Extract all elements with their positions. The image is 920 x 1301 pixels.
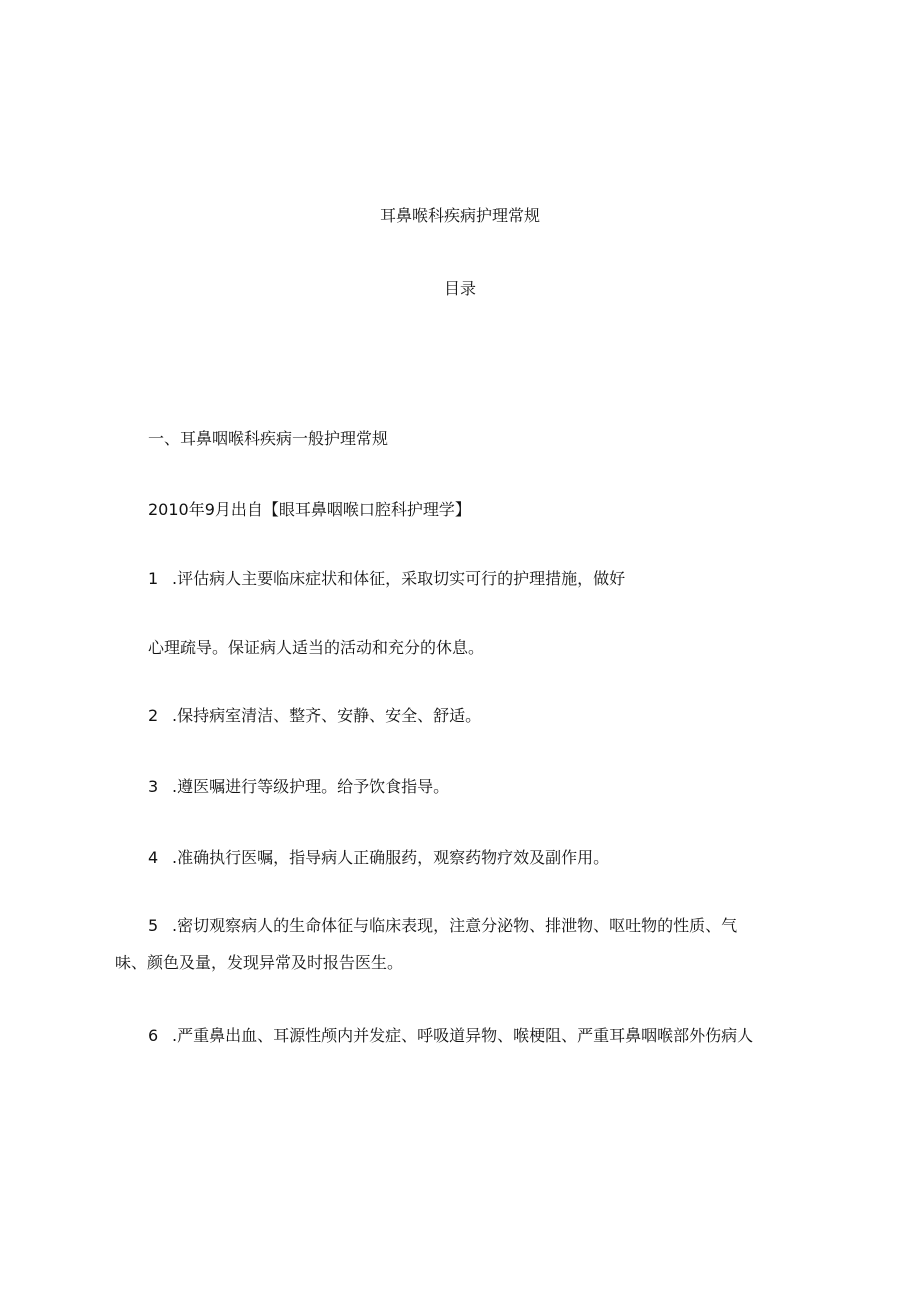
list-item-number: 5 xyxy=(148,916,159,935)
list-item-continuation: 心理疏导。保证病人适当的活动和充分的休息。 xyxy=(148,638,485,657)
list-item-text: .遵医嘱进行等级护理。给予饮食指导。 xyxy=(172,777,450,796)
list-item-number: 2 xyxy=(148,706,159,725)
list-item-text: .严重鼻出血、耳源性颅内并发症、呼吸道异物、喉梗阻、严重耳鼻咽喉部外伤病人 xyxy=(172,1026,754,1045)
list-item xyxy=(148,708,481,724)
list-item xyxy=(148,571,625,587)
list-item-text: .密切观察病人的生命体征与临床表现，注意分泌物、排泄物、呕吐物的性质、气 xyxy=(172,916,738,935)
toc-heading: 目录 xyxy=(443,279,476,298)
document-title: 耳鼻喉科疾病护理常规 xyxy=(379,206,540,225)
list-item-text: .保持病室清洁、整齐、安静、安全、舒适。 xyxy=(172,706,482,725)
list-item-number: 1 xyxy=(148,569,159,588)
list-item xyxy=(148,779,449,795)
list-item-number: 3 xyxy=(148,777,159,796)
list-item-number: 4 xyxy=(148,848,159,867)
list-item-number: 6 xyxy=(148,1026,159,1045)
list-item-text: .评估病人主要临床症状和体征，采取切实可行的护理措施，做好 xyxy=(172,569,626,588)
section-heading: 一、耳鼻咽喉科疾病一般护理常规 xyxy=(148,429,389,448)
list-item xyxy=(148,1028,753,1044)
list-item-continuation: 味、颜色及量，发现异常及时报告医生。 xyxy=(115,953,404,972)
list-item xyxy=(148,918,737,934)
list-item xyxy=(148,850,609,866)
source-note: 2010年9月出自【眼耳鼻咽喉口腔科护理学】 xyxy=(148,500,471,519)
list-item-text: .准确执行医嘱，指导病人正确服药，观察药物疗效及副作用。 xyxy=(172,848,610,867)
